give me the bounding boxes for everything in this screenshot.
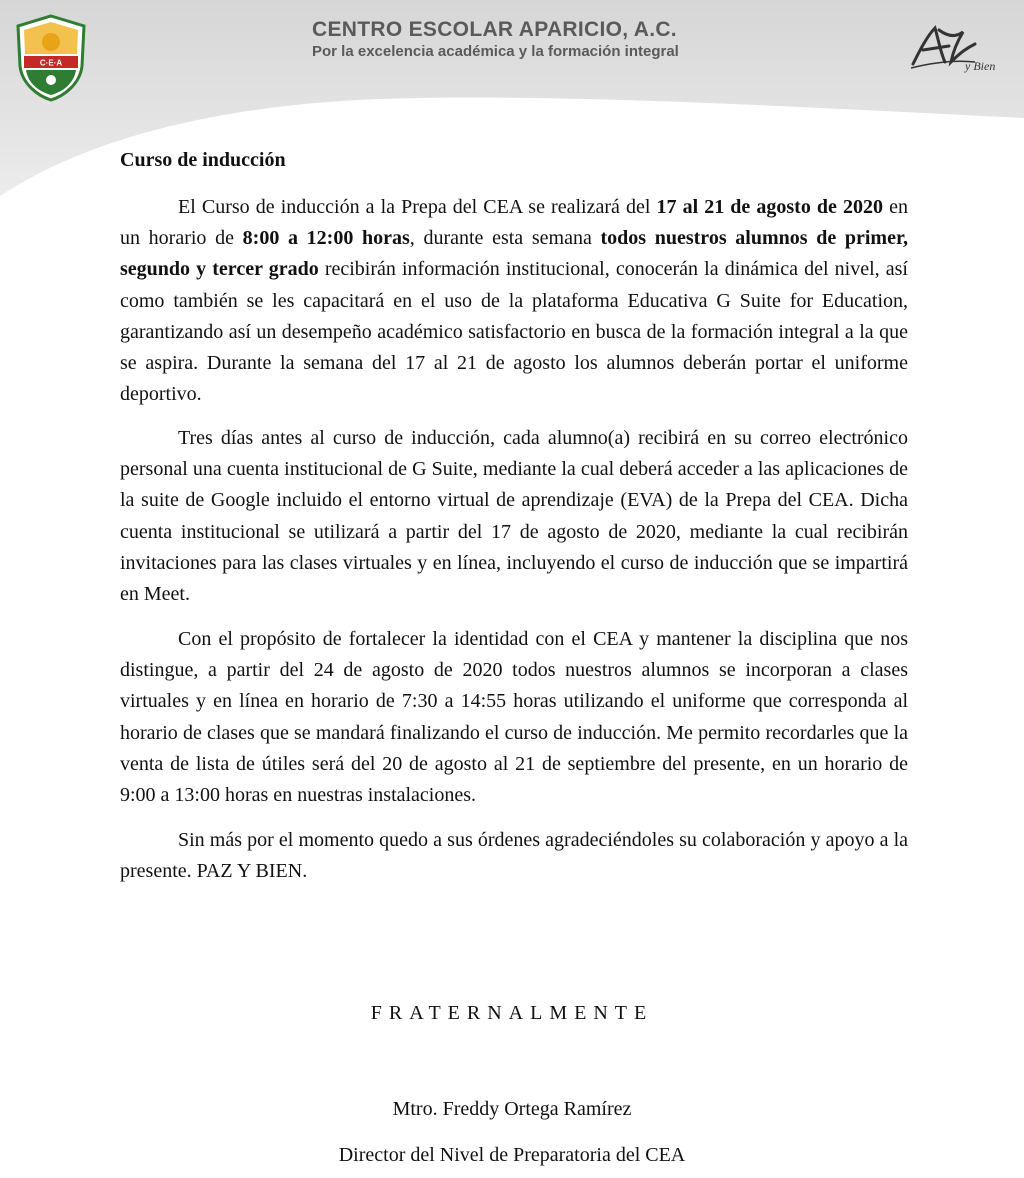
p1-text-4: recibirán información institucional, conocerán la dinámica del nivel, así como también se les capacitará en el uso de la plataforma Educativa G Suite for Education, garantizando así un desempeño académico satisfactorio en busca de la formación integral a la que se aspira. Durante la semana del 17 al 21 de agosto los alumnos deberán portar el uniforme deportivo. bbox=[120, 258, 908, 406]
paragraph-3: Con el propósito de fortalecer la identidad con el CEA y mantener la disciplina que nos distingue, a partir del 24 de agosto de 2020 todos nuestros alumnos se incorporan a clases virtuales y en línea en horario de 7:30 a 14:55 horas utilizando el uniforme que corresponda al horario de clases que se mandará finalizando el curso de inducción. Me permito recordarles que la venta de lista de útiles será del 20 de agosto al 21 de septiembre del presente, en un horario de 9:00 a 13:00 horas en nuestras instalaciones. bbox=[120, 628, 908, 807]
p1-hours-bold: 8:00 a 12:00 horas bbox=[242, 227, 410, 250]
signer-title: Director del Nivel de Preparatoria del CEA bbox=[338, 1144, 686, 1166]
signer-name: Mtro. Freddy Ortega Ramírez bbox=[392, 1098, 632, 1120]
school-name: CENTRO ESCOLAR APARICIO, A.C. bbox=[312, 18, 677, 41]
p1-dates-bold: 17 al 21 de agosto de 2020 bbox=[656, 196, 884, 218]
p1-text-1: El Curso de inducción a la Prepa del CEA se realizará del bbox=[178, 196, 657, 218]
closing-salutation: FRATERNALMENTE bbox=[370, 1002, 654, 1024]
svg-text:C·E·A: C·E·A bbox=[39, 58, 63, 68]
school-crest-logo bbox=[14, 14, 88, 102]
p1-students-bold: todos nuestros alumnos de primer, segundo y tercer grado bbox=[120, 227, 908, 281]
paragraph-2: Tres días antes al curso de inducción, cada alumno(a) recibirá en su correo electrónico personal una cuenta institucional de G Suite, mediante la cual deberá acceder a las aplicaciones de la suite de Google incluido el entorno virtual de aprendizaje (EVA) de la Prepa del CEA. Dicha cuenta institucional se utilizará a partir del 17 de agosto de 2020, mediante la cual recibirán invitaciones para las clases virtuales y en línea, incluyendo el curso de inducción que se impartirá en Meet. bbox=[120, 427, 908, 606]
svg-text:y Bien: y Bien bbox=[965, 59, 996, 73]
paz-y-bien-signature-logo bbox=[905, 22, 997, 78]
school-motto: Por la excelencia académica y la formación integral bbox=[312, 43, 679, 60]
p1-text-2: en un horario de bbox=[120, 196, 908, 250]
paragraph-4: Sin más por el momento quedo a sus órdenes agradeciéndoles su colaboración y apoyo a la presente. PAZ Y BIEN. bbox=[120, 829, 908, 883]
section-title: Curso de inducción bbox=[120, 149, 286, 171]
paragraph-1 bbox=[120, 192, 908, 410]
p1-text-3: , durante esta semana bbox=[409, 227, 601, 250]
